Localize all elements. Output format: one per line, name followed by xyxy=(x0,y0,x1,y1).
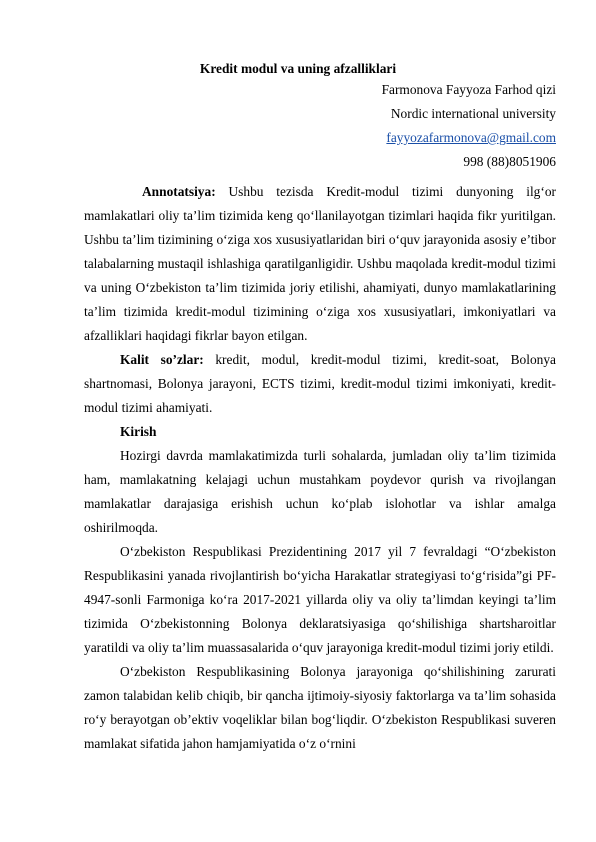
author-affiliation: Nordic international university xyxy=(390,106,556,121)
body-paragraph: O‘zbekiston Respublikasi Prezidentining 2017 yil 7 fevraldagi “O‘zbekiston Respublikasini yanada rivojlantirish bo‘yicha Harakatlar strategiyasi to‘g‘risida”gi PF-4947-sonli Farmoniga ko‘ra 2017-2021 yillarda oliy va oliy ta’limdan keyingi ta’lim tizimida O‘zbekistonning Bolonya deklaratsiyasiga qo‘shilishiga shartsharoitlar yaratildi va oliy ta’lim muassasalarida o‘quv jarayoniga kredit-modul tizimi joriy etildi. xyxy=(84,544,556,655)
body-paragraph: Hozirgi davrda mamlakatimizda turli sohalarda, jumladan oliy ta’lim tizimida ham, mamlakatning kelajagi uchun mustahkam poydevor qurish va rivojlangan mamlakatlar darajasiga erishish uchun ko‘plab islohotlar va ishlar amalga oshirilmoqda. xyxy=(84,448,556,535)
author-phone: 998 (88)8051906 xyxy=(463,154,556,169)
abstract-label: Annotatsiya: xyxy=(142,184,216,199)
abstract-paragraph xyxy=(84,180,556,348)
keywords-paragraph xyxy=(84,348,556,420)
author-email-link[interactable]: fayyozafarmonova@gmail.com xyxy=(386,130,556,145)
abstract-text: Ushbu tezisda Kredit-modul tizimi dunyoning ilg‘or mamlakatlari oliy ta’lim tizimida keng qo‘llanilayotgan tizimlari haqida fikr yuritilgan. Ushbu ta’lim tizimining o‘ziga xos xususiyatlaridan biri o‘quv jarayonida asosiy e’tibor talabalarning mustaqil ishlashiga qaratilganligidir. Ushbu maqolada kredit-modul tizimi va uning O‘zbekiston ta’lim tizimida joriy etilishi, ahamiyati, dunyo mamlakatlarining ta’lim tizimida kredit-modul tizimining o‘ziga xos xususiyatlari, imkoniyatlari va afzalliklari haqidagi fikrlar bayon etilgan. xyxy=(84,184,556,343)
keywords-text: kredit, modul, kredit-modul tizimi, kredit-soat, Bolonya shartnomasi, Bolonya jarayoni, ECTS tizimi, kredit-modul tizimi imkoniyati, kredit-modul tizimi ahamiyati. xyxy=(84,352,556,415)
body-paragraph: O‘zbekiston Respublikasining Bolonya jarayoniga qo‘shilishining zarurati zamon talabidan kelib chiqib, bir qancha ijtimoiy-siyosiy faktorlarga va ta’lim sohasida ro‘y berayotgan ob’ektiv voqeliklar bilan bog‘liqdir. O‘zbekiston Respublikasi suveren mamlakat sifatida jahon hamjamiyatida o‘z o‘rnini xyxy=(84,664,556,751)
article-title: Kredit modul va uning afzalliklari xyxy=(199,61,397,76)
author-name: Farmonova Fayyoza Farhod qizi xyxy=(381,82,556,97)
intro-heading: Kirish xyxy=(120,424,157,439)
keywords-label: Kalit so’zlar: xyxy=(120,352,204,367)
article-body xyxy=(84,180,556,756)
